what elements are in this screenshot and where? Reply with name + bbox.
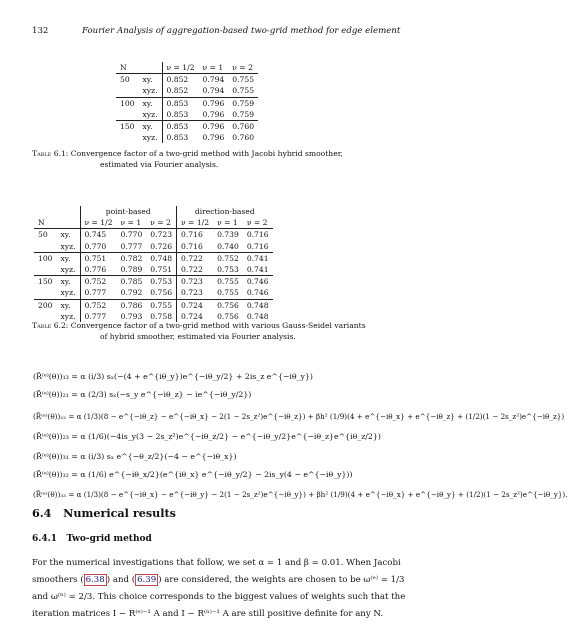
paragraph-line: and ω⁽ⁿ⁾ = 2/3. This choice corresponds to the biggest values of weights such that the bbox=[32, 592, 406, 602]
table-cell: 0.726 bbox=[146, 241, 176, 253]
table-cell: 0.759 bbox=[232, 98, 255, 108]
table-cell: 0.796 bbox=[202, 133, 225, 143]
table-cell: 0.748 bbox=[246, 300, 269, 310]
subsection-title: Two-grid method bbox=[66, 534, 152, 544]
table-cell: 0.794 bbox=[202, 75, 225, 85]
table-cell bbox=[116, 132, 139, 143]
table-cell: 0.741 bbox=[246, 253, 269, 263]
equation: (R̃⁽ᵉ⁾(θ))₃₂ = α (1/6) e^{−iθ_x/2}(e^{iθ_x} e^{−iθ_y/2} − 2is_y(4 − e^{−iθ_y})) bbox=[33, 470, 353, 479]
table-cell: 200 bbox=[38, 300, 53, 310]
table-cell: 0.723 bbox=[146, 229, 176, 241]
table-cell: 0.745 bbox=[84, 230, 107, 240]
group-header: point-based bbox=[80, 206, 177, 217]
table-cell: 0.752 bbox=[217, 253, 239, 263]
table-row bbox=[116, 132, 258, 143]
table-cell: 0.792 bbox=[117, 287, 147, 299]
body-paragraph bbox=[32, 555, 422, 623]
col-header: ν = 2 bbox=[243, 217, 273, 229]
table-row bbox=[34, 276, 273, 288]
table-cell bbox=[116, 85, 139, 97]
col-header: ν = 1/2 bbox=[162, 62, 199, 74]
table-cell: 0.724 bbox=[181, 300, 203, 310]
table-cell bbox=[34, 287, 57, 299]
table-cell: 0.755 bbox=[232, 75, 255, 85]
table-row bbox=[116, 97, 258, 109]
table-cell: xyz. bbox=[139, 132, 163, 143]
caption-label: Table 6.1: bbox=[32, 149, 69, 158]
table-cell: 0.746 bbox=[246, 277, 269, 287]
group-header: direction-based bbox=[194, 207, 255, 216]
table-cell bbox=[34, 264, 57, 276]
table-cell: 0.723 bbox=[181, 277, 203, 287]
col-header: ν = 1 bbox=[213, 217, 243, 229]
table-cell: xyz. bbox=[139, 85, 163, 97]
table-cell: 0.760 bbox=[232, 133, 255, 143]
running-title: Fourier Analysis of aggregation-based two-grid method for edge element bbox=[82, 26, 401, 36]
table-cell: 0.853 bbox=[162, 109, 199, 121]
table-row bbox=[34, 299, 273, 311]
paragraph-line bbox=[32, 572, 422, 589]
table-cell: 0.786 bbox=[120, 300, 143, 310]
table-cell: 0.758 bbox=[146, 311, 176, 322]
table-cell: 0.770 bbox=[120, 230, 143, 240]
table-cell: xy. bbox=[139, 121, 163, 133]
table-cell bbox=[116, 109, 139, 121]
table-cell: xy. bbox=[139, 97, 163, 109]
caption-text: estimated via Fourier analysis. bbox=[100, 159, 219, 169]
table-header-row bbox=[34, 217, 273, 229]
equation-reference-link[interactable]: 6.38 bbox=[85, 575, 105, 585]
section-number: 6.4 bbox=[32, 506, 52, 520]
subsection-heading bbox=[32, 534, 152, 544]
table-row bbox=[34, 252, 273, 264]
table-cell: 0.853 bbox=[166, 133, 189, 143]
equation: (R̃⁽ᵉ⁾(θ))₁₃ = α (i/3) sₓ(−(4 + e^{iθ_y})e^{−iθ_y/2} + 2is_z e^{−iθ_y}) bbox=[33, 372, 313, 381]
table-cell: 0.755 bbox=[228, 85, 258, 97]
table-cell: xy. bbox=[139, 74, 163, 86]
col-header: ν = 2 bbox=[146, 217, 176, 229]
table-cell: 0.723 bbox=[177, 287, 214, 299]
table-row bbox=[116, 85, 258, 97]
table-cell: 0.853 bbox=[166, 122, 189, 132]
table-cell: xy. bbox=[57, 229, 81, 241]
table-cell: 0.751 bbox=[146, 264, 176, 276]
table-cell: 150 bbox=[38, 277, 53, 287]
equation: (R̃⁽ᵉ⁾(θ))₃₁ = α (i/3) sₓ e^{−θ_z/2}(−4 − e^{−iθ_x}) bbox=[33, 452, 237, 461]
table-cell: 0.748 bbox=[146, 252, 176, 264]
table-cell: 0.770 bbox=[80, 241, 117, 253]
paragraph-line: iteration matrices I − R⁽ᵉ⁾⁻¹ A and I − R⁽ⁿ⁾⁻¹ A are still positive definite for any N. bbox=[32, 609, 384, 619]
table-cell: xyz. bbox=[57, 241, 81, 253]
col-header: ν = 1 bbox=[117, 217, 147, 229]
text: ) and ( bbox=[106, 575, 136, 585]
table-cell: 0.716 bbox=[246, 230, 269, 240]
table-row bbox=[34, 287, 273, 299]
table-6-1 bbox=[116, 62, 258, 143]
table-cell: 0.755 bbox=[213, 287, 243, 299]
table-cell: 150 bbox=[120, 122, 135, 132]
col-header: ν = 2 bbox=[228, 62, 258, 74]
col-header bbox=[139, 62, 163, 74]
table-cell: 0.724 bbox=[181, 311, 203, 321]
table-6-2-body bbox=[34, 229, 273, 322]
col-header: ν = 1/2 bbox=[177, 217, 214, 229]
table-cell: 0.756 bbox=[217, 300, 239, 310]
table-cell: 0.722 bbox=[177, 264, 214, 276]
table-row bbox=[116, 121, 258, 133]
table-group-header-row bbox=[34, 206, 273, 217]
table-cell: 0.748 bbox=[246, 311, 269, 321]
caption-label: Table 6.2: bbox=[32, 321, 69, 330]
subsection-number: 6.4.1 bbox=[32, 534, 58, 544]
table-cell: 0.796 bbox=[202, 98, 225, 108]
table-cell: 0.753 bbox=[213, 264, 243, 276]
page-number: 132 bbox=[32, 26, 49, 36]
table-row bbox=[34, 241, 273, 253]
text: smoothers ( bbox=[32, 575, 84, 585]
table-cell: 0.741 bbox=[243, 264, 273, 276]
table-cell: 0.752 bbox=[84, 300, 107, 310]
table-row bbox=[34, 229, 273, 241]
running-header bbox=[32, 26, 420, 40]
table-cell: 0.756 bbox=[146, 287, 176, 299]
table-cell: 0.755 bbox=[217, 277, 239, 287]
table-cell: xy. bbox=[57, 276, 81, 288]
table-cell: 50 bbox=[120, 75, 130, 85]
table-cell: 0.789 bbox=[117, 264, 147, 276]
table-cell: 0.746 bbox=[243, 287, 273, 299]
table-row bbox=[116, 74, 258, 86]
table-cell: 0.753 bbox=[146, 276, 176, 288]
table-cell: 0.716 bbox=[177, 241, 214, 253]
table-row bbox=[116, 109, 258, 121]
col-header: N bbox=[34, 217, 57, 229]
col-header: N bbox=[116, 62, 139, 74]
col-header: ν = 1 bbox=[199, 62, 229, 74]
caption-text: Convergence factor of a two-grid method with various Gauss-Seidel variants bbox=[70, 321, 366, 330]
table-cell: 0.716 bbox=[181, 230, 203, 240]
text: ) are considered, the weights are chosen to be ω⁽ᵉ⁾ = 1/3 bbox=[158, 575, 405, 585]
table-cell: xyz. bbox=[57, 311, 81, 322]
table-cell: 100 bbox=[120, 98, 135, 108]
table-cell: 0.755 bbox=[146, 299, 176, 311]
section-title: Numerical results bbox=[63, 506, 176, 520]
table-cell: 0.796 bbox=[199, 109, 229, 121]
equation: (R̃⁽ᵉ⁾(θ))₃₃ = α (1/3)(8 − e^{−iθ_x} − e^{−iθ_y} − 2(1 − 2s_z²)e^{−iθ_y}) + βh² (1/9)(4 + e^{−iθ_x} + e^{−iθ_y} + (1/2)(1 − 2s_z²)e^{−iθ_y}). bbox=[33, 490, 568, 499]
table-cell: 0.722 bbox=[181, 253, 203, 263]
table-6-2-caption bbox=[32, 321, 420, 342]
table-cell: 0.794 bbox=[199, 85, 229, 97]
table-cell: 0.756 bbox=[217, 311, 239, 321]
table-cell: 0.777 bbox=[117, 241, 147, 253]
table-cell: 0.751 bbox=[84, 253, 107, 263]
table-cell: 0.853 bbox=[166, 98, 189, 108]
table-cell: xyz. bbox=[57, 287, 81, 299]
table-cell: 0.852 bbox=[166, 75, 189, 85]
table-cell: 0.782 bbox=[120, 253, 143, 263]
table-cell: 0.776 bbox=[80, 264, 117, 276]
equation-reference-link[interactable]: 6.39 bbox=[137, 575, 157, 585]
table-cell: xyz. bbox=[57, 264, 81, 276]
table-6-1-caption bbox=[32, 149, 420, 170]
table-cell: 50 bbox=[38, 230, 48, 240]
table-header-row bbox=[116, 62, 258, 74]
table-cell: 0.740 bbox=[213, 241, 243, 253]
col-header bbox=[57, 217, 81, 229]
table-cell: 0.739 bbox=[217, 230, 239, 240]
table-row bbox=[34, 264, 273, 276]
table-cell bbox=[34, 241, 57, 253]
caption-text: of hybrid smoother, estimated via Fourier analysis. bbox=[100, 331, 296, 341]
paragraph-line: For the numerical investigations that follow, we set α = 1 and β = 0.01. When Jacobi bbox=[32, 558, 401, 568]
table-cell: xyz. bbox=[139, 109, 163, 121]
table-cell: 0.785 bbox=[120, 277, 143, 287]
table-cell: 0.752 bbox=[84, 277, 107, 287]
table-cell: 0.777 bbox=[84, 311, 107, 321]
table-cell: xy. bbox=[57, 252, 81, 264]
table-6-2 bbox=[34, 206, 273, 322]
table-cell: 100 bbox=[38, 253, 53, 263]
equation: (R̃⁽ᵉ⁾(θ))₂₁ = α (2/3) sₓ(−s_y e^{−iθ_z} − ie^{−iθ_y/2}) bbox=[33, 390, 252, 399]
table-cell: 0.796 bbox=[202, 122, 225, 132]
equation: (R̃⁽ᵉ⁾(θ))₂₃ = α (1/6)(−4is_y(3 − 2s_z²)e^{−iθ_z/2} − e^{−iθ_y/2}e^{−iθ_z}e^{iθ_z/2}) bbox=[33, 432, 381, 441]
table-cell: 0.852 bbox=[162, 85, 199, 97]
table-cell: 0.793 bbox=[120, 311, 143, 321]
col-header: ν = 1/2 bbox=[80, 217, 117, 229]
table-cell: 0.760 bbox=[232, 122, 255, 132]
section-heading bbox=[32, 506, 176, 520]
table-cell: 0.759 bbox=[228, 109, 258, 121]
equation: (R̃⁽ᵉ⁾(θ))₂₂ = α (1/3)(8 − e^{−iθ_z} − e^{−iθ_x} − 2(1 − 2s_z²)e^{−iθ_z}) + βh² (1/9)(4 + e^{−iθ_x} + e^{−iθ_z} + (1/2)(1 − 2s_z²)e^{−iθ_z}) bbox=[33, 412, 565, 421]
table-cell: xy. bbox=[57, 299, 81, 311]
table-cell: 0.777 bbox=[80, 287, 117, 299]
table-cell: 0.716 bbox=[243, 241, 273, 253]
caption-text: Convergence factor of a two-grid method with Jacobi hybrid smoother, bbox=[70, 149, 343, 158]
